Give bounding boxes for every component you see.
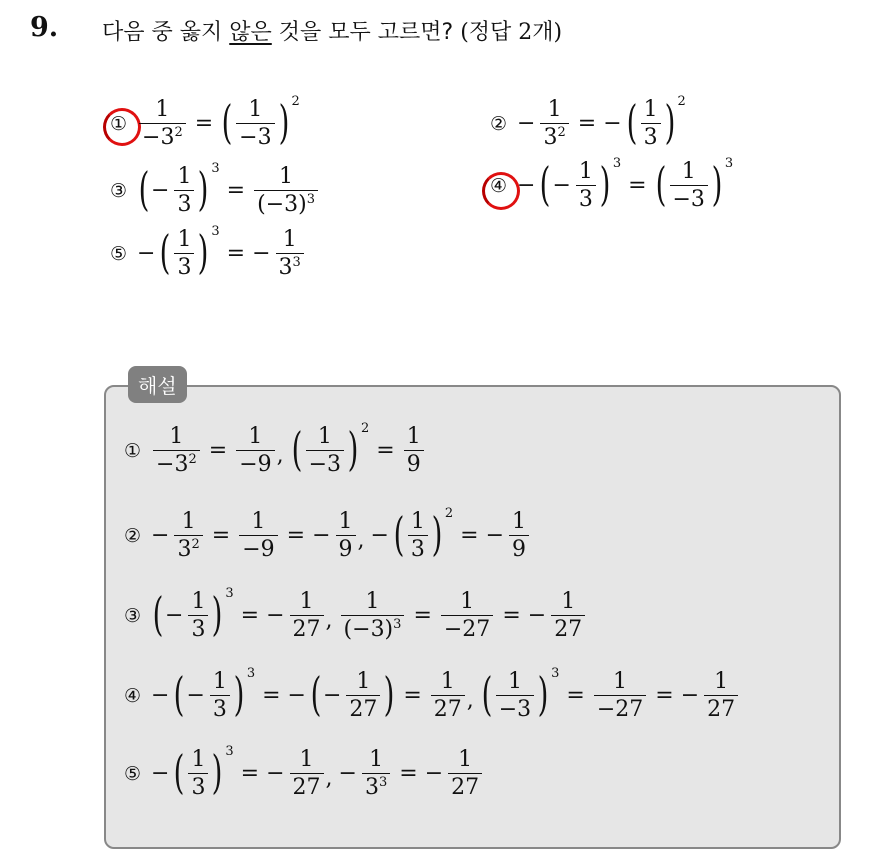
- fraction: [306, 425, 344, 476]
- equals-sign: =: [502, 603, 521, 629]
- parenthesis: ): [431, 506, 443, 561]
- equals-sign: =: [262, 683, 281, 709]
- fraction: [594, 670, 646, 721]
- parenthesis: (: [481, 666, 493, 721]
- numerator: 1: [191, 747, 206, 772]
- exponent: 3: [211, 161, 220, 176]
- minus-sign: −: [252, 241, 271, 267]
- numerator: 1: [282, 227, 297, 252]
- minus-sign: −: [151, 523, 170, 549]
- denominator: 3: [174, 190, 194, 216]
- denominator: 27: [448, 773, 482, 799]
- fraction: [153, 425, 200, 476]
- question-note: (정답 2개): [460, 20, 563, 45]
- equals-sign: =: [577, 111, 597, 137]
- solution-line-4: [124, 666, 740, 723]
- exponent: 3: [393, 617, 402, 633]
- fraction: [509, 510, 529, 561]
- numerator: 1: [410, 509, 425, 534]
- fraction: [441, 590, 493, 641]
- denominator: −27: [441, 615, 493, 641]
- exponent: 3: [292, 255, 301, 271]
- denominator: 3: [408, 535, 428, 561]
- choice-4[interactable]: [490, 156, 734, 213]
- numerator: 1: [248, 424, 263, 449]
- parenthesis: (: [540, 156, 551, 211]
- denominator: −3: [306, 450, 344, 476]
- parenthesis: ): [537, 666, 549, 721]
- denominator: 9: [336, 535, 356, 561]
- choice-number: ②: [490, 112, 508, 135]
- numerator: 1: [440, 669, 455, 694]
- solution-number: ④: [124, 684, 142, 707]
- parenthesis: ): [711, 156, 723, 211]
- fraction: [276, 228, 304, 279]
- denominator: −3: [670, 185, 708, 211]
- minus-sign: −: [517, 173, 536, 199]
- numerator: 1: [681, 159, 696, 184]
- numerator: 1: [561, 589, 576, 614]
- denominator: 9: [404, 450, 424, 476]
- numerator: 1: [181, 509, 196, 534]
- choice-5[interactable]: [110, 224, 306, 281]
- numerator: 1: [356, 669, 371, 694]
- minus-sign: −: [287, 683, 306, 709]
- solution-line-1: [124, 421, 426, 478]
- fraction: [236, 425, 274, 476]
- numerator: 1: [460, 589, 475, 614]
- numerator: 1: [212, 669, 227, 694]
- equals-sign: =: [240, 603, 260, 629]
- minus-sign: −: [312, 523, 331, 549]
- minus-sign: −: [517, 111, 536, 137]
- fraction: [448, 748, 482, 799]
- minus-sign: −: [266, 603, 285, 629]
- parenthesis: (: [174, 666, 185, 721]
- denominator: 27: [704, 695, 738, 721]
- denominator: −9: [236, 450, 274, 476]
- numerator: 1: [406, 424, 421, 449]
- denominator: $-3^2$: [139, 123, 186, 149]
- choice-3[interactable]: [110, 161, 320, 218]
- question-number: 9.: [30, 12, 59, 43]
- fraction: [290, 590, 324, 641]
- numerator: 1: [507, 669, 522, 694]
- minus-sign: −: [186, 683, 205, 709]
- equals-sign: =: [628, 173, 647, 199]
- fraction: [174, 228, 194, 279]
- numerator: 1: [155, 97, 170, 122]
- question-text-after: 것을 모두 고르면?: [271, 20, 454, 45]
- fraction: [346, 670, 380, 721]
- exponent: 3: [306, 192, 315, 208]
- minus-sign: −: [485, 523, 505, 549]
- denominator: 3: [188, 615, 208, 641]
- numerator: 1: [248, 97, 263, 122]
- minus-sign: −: [552, 173, 571, 199]
- exponent: 3: [246, 666, 256, 681]
- parenthesis: ): [383, 666, 395, 721]
- denominator: −3: [496, 695, 534, 721]
- parenthesis: ): [599, 156, 611, 211]
- numerator: 1: [317, 424, 332, 449]
- fraction: [341, 590, 405, 641]
- minus-sign: −: [527, 603, 547, 629]
- fraction: [239, 510, 277, 561]
- solution-number: ②: [124, 524, 142, 547]
- equals-sign: =: [286, 523, 306, 549]
- numerator: 1: [512, 509, 527, 534]
- minus-sign: −: [322, 683, 342, 709]
- equals-sign: =: [566, 683, 585, 709]
- numerator: 1: [191, 589, 206, 614]
- question-text: [102, 15, 562, 46]
- exponent: 2: [174, 125, 183, 141]
- parenthesis: ): [347, 421, 359, 476]
- parenthesis: (: [655, 156, 666, 211]
- numerator: 1: [299, 589, 314, 614]
- exponent: 3: [612, 156, 622, 171]
- fraction: [540, 98, 568, 149]
- denominator: 9: [509, 535, 529, 561]
- minus-sign: −: [137, 241, 156, 267]
- fraction: [670, 160, 708, 211]
- exponent: 3: [225, 586, 234, 601]
- fraction: [408, 510, 428, 561]
- equals-sign: =: [240, 761, 260, 787]
- fraction: [641, 98, 661, 149]
- fraction: [496, 670, 534, 721]
- numerator: 1: [578, 159, 593, 184]
- minus-sign: −: [151, 761, 170, 787]
- equals-sign: =: [194, 111, 214, 137]
- denominator: 27: [346, 695, 380, 721]
- parenthesis: ): [664, 94, 675, 149]
- comma: ,: [325, 766, 333, 792]
- choice-number: ④: [490, 174, 508, 197]
- fraction: [174, 510, 202, 561]
- numerator: 1: [177, 164, 192, 189]
- fraction: [210, 670, 230, 721]
- fraction: [551, 590, 585, 641]
- fraction: [704, 670, 738, 721]
- minus-sign: −: [165, 603, 184, 629]
- numerator: 1: [458, 747, 473, 772]
- minus-sign: −: [151, 683, 170, 709]
- minus-sign: −: [424, 761, 444, 787]
- exponent: 2: [291, 94, 300, 109]
- parenthesis: ): [278, 94, 289, 149]
- exponent: 2: [677, 94, 686, 109]
- numerator: 1: [613, 669, 628, 694]
- numerator: 1: [299, 747, 314, 772]
- numerator: 1: [714, 669, 729, 694]
- minus-sign: −: [603, 111, 622, 137]
- equals-sign: =: [211, 523, 231, 549]
- parenthesis: (: [160, 224, 171, 279]
- exponent: 2: [557, 125, 566, 141]
- minus-sign: −: [370, 523, 389, 549]
- comma: ,: [276, 443, 284, 469]
- denominator: $(-3)^3$: [254, 190, 318, 216]
- fraction: [576, 160, 596, 211]
- minus-sign: −: [338, 761, 357, 787]
- solution-line-2: [124, 506, 531, 563]
- parenthesis: (: [138, 161, 150, 216]
- equals-sign: =: [208, 438, 228, 464]
- parenthesis: (: [393, 506, 405, 561]
- solution-number: ①: [124, 439, 142, 462]
- denominator: −27: [594, 695, 646, 721]
- comma: ,: [325, 608, 333, 634]
- parenthesis: ): [198, 161, 209, 216]
- denominator: $3^3$: [362, 773, 390, 799]
- denominator: $(-3)^3$: [341, 615, 405, 641]
- denominator: 27: [431, 695, 465, 721]
- numerator: 1: [251, 509, 266, 534]
- denominator: 27: [290, 773, 324, 799]
- parenthesis: (: [152, 586, 164, 641]
- denominator: $3^2$: [174, 535, 202, 561]
- fraction: [139, 98, 186, 149]
- fraction: [404, 425, 424, 476]
- choice-1[interactable]: [110, 94, 300, 151]
- parenthesis: (: [310, 666, 322, 721]
- choice-number: ⑤: [110, 242, 128, 265]
- exponent: 3: [211, 224, 220, 239]
- solution-label: 해설: [128, 366, 187, 403]
- denominator: 3: [576, 185, 596, 211]
- exponent: 3: [724, 156, 734, 171]
- exponent: 2: [360, 421, 370, 436]
- parenthesis: ): [212, 744, 223, 799]
- equals-sign: =: [460, 523, 479, 549]
- numerator: 1: [279, 164, 294, 189]
- denominator: $3^3$: [276, 253, 304, 279]
- parenthesis: ): [212, 586, 223, 641]
- exponent: 3: [225, 744, 234, 759]
- equals-sign: =: [655, 683, 674, 709]
- solution-line-5: [124, 744, 484, 801]
- minus-sign: −: [266, 761, 285, 787]
- numerator: 1: [643, 97, 658, 122]
- exponent: 3: [551, 666, 560, 681]
- question-text-before: 다음 중 옳지: [102, 20, 230, 45]
- solution-line-3: [124, 586, 587, 643]
- equals-sign: =: [413, 603, 432, 629]
- denominator: −9: [239, 535, 277, 561]
- exponent: 2: [188, 452, 197, 468]
- parenthesis: (: [221, 94, 233, 149]
- numerator: 1: [365, 589, 380, 614]
- choice-number: ③: [110, 179, 128, 202]
- equals-sign: =: [226, 241, 246, 267]
- solution-number: ③: [124, 604, 142, 627]
- fraction: [236, 98, 274, 149]
- exponent: 2: [191, 537, 200, 553]
- fraction: [174, 165, 194, 216]
- numerator: 1: [369, 747, 384, 772]
- fraction: [431, 670, 465, 721]
- minus-sign: −: [151, 178, 170, 204]
- parenthesis: (: [626, 94, 638, 149]
- denominator: 3: [210, 695, 230, 721]
- exponent: 2: [444, 506, 454, 521]
- fraction: [336, 510, 356, 561]
- equals-sign: =: [226, 178, 246, 204]
- choice-number: ①: [110, 112, 128, 135]
- parenthesis: ): [233, 666, 245, 721]
- denominator: 3: [174, 253, 194, 279]
- solution-number: ⑤: [124, 762, 142, 785]
- denominator: 27: [551, 615, 585, 641]
- fraction: [290, 748, 324, 799]
- denominator: 27: [290, 615, 324, 641]
- equals-sign: =: [399, 761, 418, 787]
- numerator: 1: [338, 509, 353, 534]
- equals-sign: =: [376, 438, 395, 464]
- parenthesis: (: [174, 744, 185, 799]
- exponent: 3: [378, 775, 388, 791]
- minus-sign: −: [680, 683, 700, 709]
- fraction: [362, 748, 390, 799]
- denominator: −3: [236, 123, 274, 149]
- choice-2[interactable]: [490, 94, 686, 151]
- equals-sign: =: [403, 683, 422, 709]
- numerator: 1: [177, 227, 192, 252]
- fraction: [188, 590, 208, 641]
- question-text-underlined: 않은: [229, 20, 272, 45]
- comma: ,: [357, 528, 365, 554]
- numerator: 1: [169, 424, 184, 449]
- fraction: [188, 748, 208, 799]
- comma: ,: [466, 688, 474, 714]
- denominator: 3: [641, 123, 661, 149]
- numerator: 1: [547, 97, 562, 122]
- denominator: $3^2$: [540, 123, 568, 149]
- fraction: [254, 165, 318, 216]
- denominator: 3: [188, 773, 208, 799]
- parenthesis: ): [198, 224, 209, 279]
- parenthesis: (: [291, 421, 303, 476]
- denominator: $-3^2$: [153, 450, 200, 476]
